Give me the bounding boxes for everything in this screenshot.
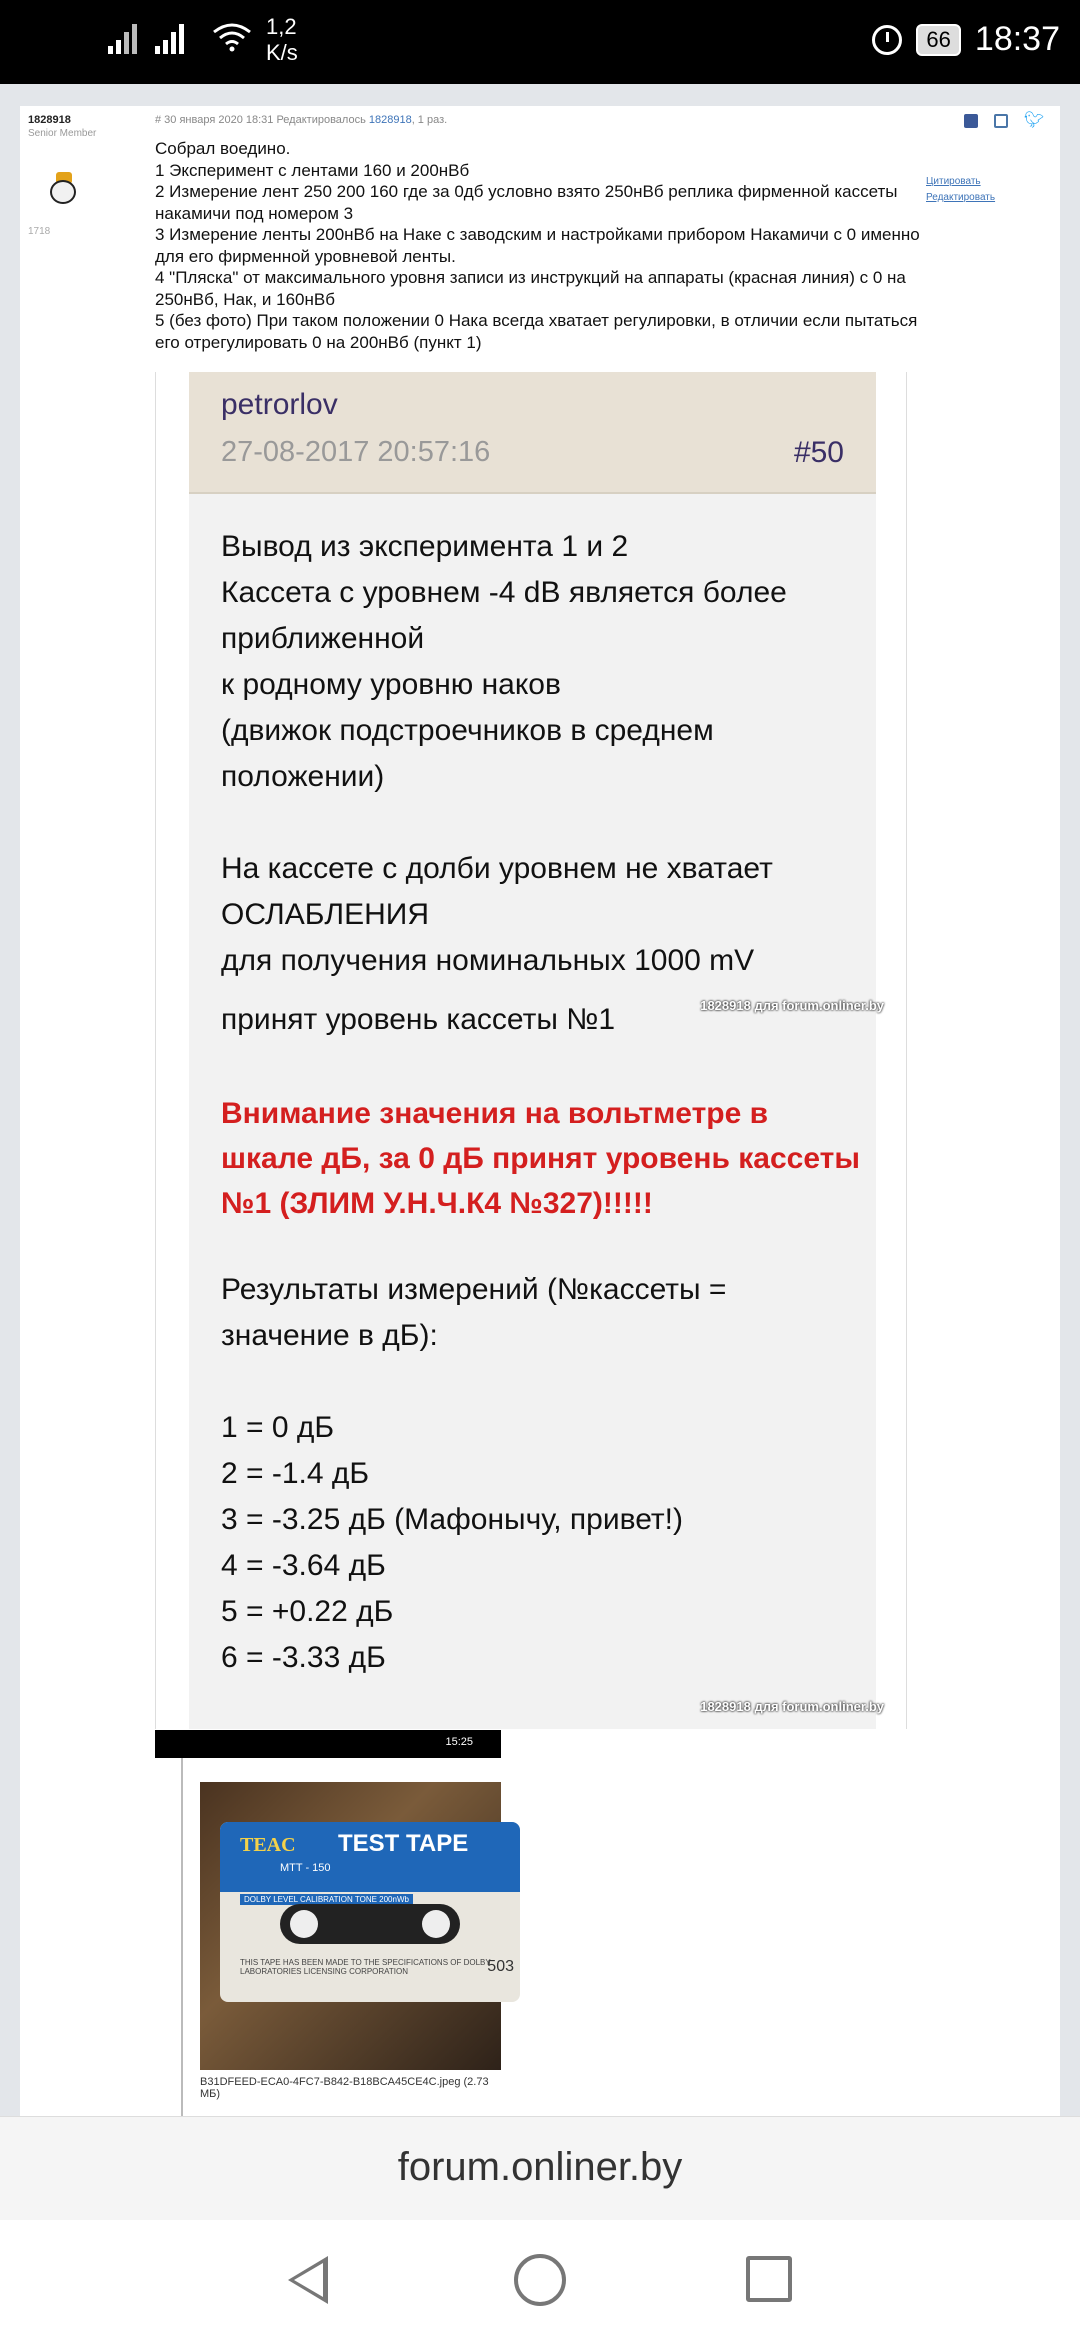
quoted-line: положении) — [221, 760, 385, 793]
browser-url-bar[interactable] — [0, 2116, 1080, 2221]
result-line: 2 = -1.4 дБ — [221, 1457, 370, 1490]
photo-caption[interactable]: B31DFEED-ECA0-4FC7-B842-B18BCA45CE4C.jpeg (2.73 МБ) — [200, 2076, 489, 2100]
quoted-username: petrorlov — [221, 388, 338, 421]
status-right — [872, 20, 1060, 59]
signal-strength-icon — [155, 18, 184, 54]
quote-link[interactable]: Цитировать — [926, 176, 981, 187]
quoted-line: к родному уровню наков — [221, 668, 561, 701]
quoted-date: 27-08-2017 20:57:16 — [221, 436, 491, 468]
vk-icon[interactable] — [994, 114, 1008, 128]
editor-link[interactable]: 1828918 — [368, 114, 412, 126]
screenshot-part-1 — [155, 372, 907, 1027]
quoted-line — [221, 800, 861, 846]
author-rank: Senior Member — [28, 128, 97, 139]
recent-apps-icon[interactable] — [746, 2256, 792, 2302]
post-meta: # 30 января 2020 18:31 Редактировалось 1828918, 1 раз. — [155, 114, 448, 126]
post-line: 2 Измерение лент 250 200 160 где за 0дб условно взято 250нВб реплика фирменной кассеты накамичи под номером 3 — [155, 182, 903, 223]
post-line: 3 Измерение ленты 200нВб на Наке с заводским и настройками прибором Накамичи с 0 именно для его фирменной уровневой ленты. — [155, 225, 925, 266]
url-text[interactable]: forum.onliner.by — [397, 2145, 683, 2189]
status-bar — [0, 0, 1080, 84]
clock: 18:37 — [974, 20, 1060, 58]
cut-off-line: принят уровень кассеты №1 — [221, 1003, 616, 1036]
attached-photo[interactable] — [155, 1730, 514, 2116]
result-line: 4 = -3.64 дБ — [221, 1549, 386, 1582]
quoted-line: ОСЛАБЛЕНИЯ — [221, 898, 429, 931]
edit-link[interactable]: Редактировать — [926, 192, 996, 203]
post-line: Собрал воедино. — [155, 139, 291, 158]
photo-status-bar: 15:25 — [155, 1730, 501, 1758]
result-line: 5 = +0.22 дБ — [221, 1595, 394, 1628]
quoted-line: Вывод из эксперимента 1 и 2 — [221, 530, 629, 563]
result-line: Результаты измерений (№кассеты = — [221, 1273, 727, 1306]
signal-area — [108, 18, 184, 54]
result-line: 6 = -3.33 дБ — [221, 1641, 386, 1674]
share-buttons — [964, 112, 1045, 129]
navigation-bar — [0, 2220, 1080, 2340]
post-line: 5 (без фото) При таком положении 0 Нака всегда хватает регулировки, в отличии если пытаться его отрегулировать 0 на 200нВб (пункт 1) — [155, 311, 923, 352]
forum-post — [20, 106, 1060, 2116]
home-icon[interactable] — [514, 2254, 566, 2306]
post-actions — [926, 174, 995, 206]
battery-indicator: 66 — [916, 24, 960, 56]
post-line: 1 Эксперимент с лентами 160 и 200нВб — [155, 160, 470, 180]
quoted-line: На кассете с долби уровнем не хватает — [221, 852, 773, 885]
cassette-window — [280, 1904, 460, 1944]
quoted-line: (движок подстроечников в среднем — [221, 714, 714, 747]
cassette-photo[interactable] — [200, 1782, 514, 2070]
avatar[interactable] — [44, 172, 82, 210]
screenshot-part-2 — [155, 1003, 907, 1729]
back-icon[interactable] — [288, 2256, 328, 2304]
wifi-icon — [212, 22, 252, 52]
network-speed: 1,2 K/s — [266, 14, 298, 65]
result-line — [221, 1359, 861, 1405]
result-line: значение в дБ): — [221, 1319, 438, 1352]
results-list — [221, 1267, 861, 1681]
post-body — [155, 138, 935, 353]
quoted-post-body — [221, 524, 861, 984]
quoted-line: Кассета с уровнем -4 dB является более — [221, 576, 787, 609]
watermark: 1828918 для forum.onliner.by — [700, 998, 884, 1013]
quoted-post-header — [189, 372, 876, 494]
facebook-icon[interactable] — [964, 114, 978, 128]
quoted-post-number: #50 — [793, 436, 844, 469]
signal-strength-icon — [108, 18, 137, 54]
watermark: 1828918 для forum.onliner.by — [700, 1699, 884, 1714]
post-count: 1718 — [28, 226, 51, 237]
twitter-icon[interactable]: 🐦︎ — [1024, 112, 1045, 129]
quoted-line: для получения номинальных 1000 mV — [221, 944, 755, 977]
warning-text: Внимание значения на вольтметре в шкале дБ, за 0 дБ принят уровень кассеты №1 (ЗЛИМ У.Н.Ч.К4 №327)!!!!! — [221, 1097, 860, 1220]
post-line: 4 "Пляска" от максимального уровня записи из инструкций на аппараты (красная линия) с 0 на 250нВб, Нак, и 160нВб — [155, 268, 911, 309]
result-line: 1 = 0 дБ — [221, 1411, 335, 1444]
alarm-icon — [872, 25, 902, 55]
cassette-image: TEAC TEST TAPE MTT - 150 DOLBY LEVEL CALIBRATION TONE 200nWb THIS TAPE HAS BEEN MADE TO THE SPECIFICATIONS OF DOLBY LABORATORIES LICENSING CORPORATION 503 — [220, 1822, 520, 2002]
quoted-line: приближенной — [221, 622, 425, 655]
post-author[interactable]: 1828918 — [28, 114, 71, 126]
result-line: 3 = -3.25 дБ (Мафонычу, привет!) — [221, 1503, 683, 1536]
